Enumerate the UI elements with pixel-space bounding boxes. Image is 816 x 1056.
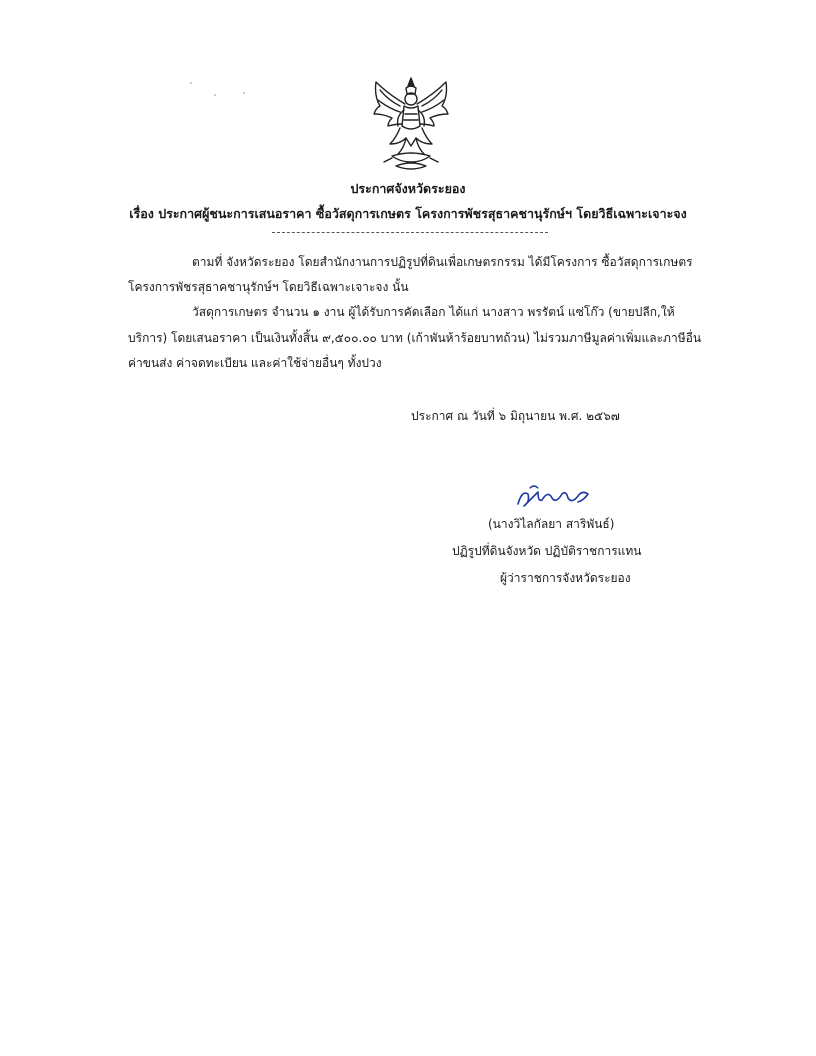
scan-speck xyxy=(243,92,245,94)
handwritten-signature xyxy=(508,480,598,512)
body-line: ตามที่ จังหวัดระยอง โดยสำนักงานการปฏิรูปที่ดินเพื่อเกษตรกรรม ได้มีโครงการ ซื้อวัสดุการเกษตร xyxy=(192,255,693,269)
body-line: โครงการพัชรสุธาคชานุรักษ์ฯ โดยวิธีเฉพาะเจาะจง นั้น xyxy=(128,280,409,294)
body-line: บริการ) โดยเสนอราคา เป็นเงินทั้งสิ้น ๙,๕๐๐.๐๐ บาท (เก้าพันห้าร้อยบาทถ้วน) ไม่รวมภาษีมูลค่าเพิ่มและภาษีอื่น xyxy=(128,331,702,345)
signer-name: (นางวิไลกัลยา สาริพันธ์) xyxy=(488,517,615,531)
page-title: ประกาศจังหวัดระยอง xyxy=(350,181,466,196)
signer-position: ปฏิรูปที่ดินจังหวัด ปฏิบัติราชการแทน xyxy=(452,544,642,558)
body-line: ค่าขนส่ง ค่าจดทะเบียน และค่าใช้จ่ายอื่นๆ ทั้งปวง xyxy=(128,356,382,370)
subject-line: เรื่อง ประกาศผู้ชนะการเสนอราคา ซื้อวัสดุการเกษตร โครงการพัชรสุธาคชานุรักษ์ฯ โดยวิธีเฉพาะเจาะจง xyxy=(129,206,687,221)
divider xyxy=(272,232,548,233)
scan-speck xyxy=(214,94,216,96)
signer-position: ผู้ว่าราชการจังหวัดระยอง xyxy=(500,571,631,585)
announcement-date: ประกาศ ณ วันที่ ๖ มิถุนายน พ.ศ. ๒๕๖๗ xyxy=(411,409,620,423)
garuda-emblem-icon xyxy=(366,74,456,174)
body-line: วัสดุการเกษตร จำนวน ๑ งาน ผู้ได้รับการคัดเลือก ได้แก่ นางสาว พรรัตน์ แซ่โก๊ว (ขายปลีก,ให้ xyxy=(192,305,675,319)
scan-speck xyxy=(190,82,192,84)
